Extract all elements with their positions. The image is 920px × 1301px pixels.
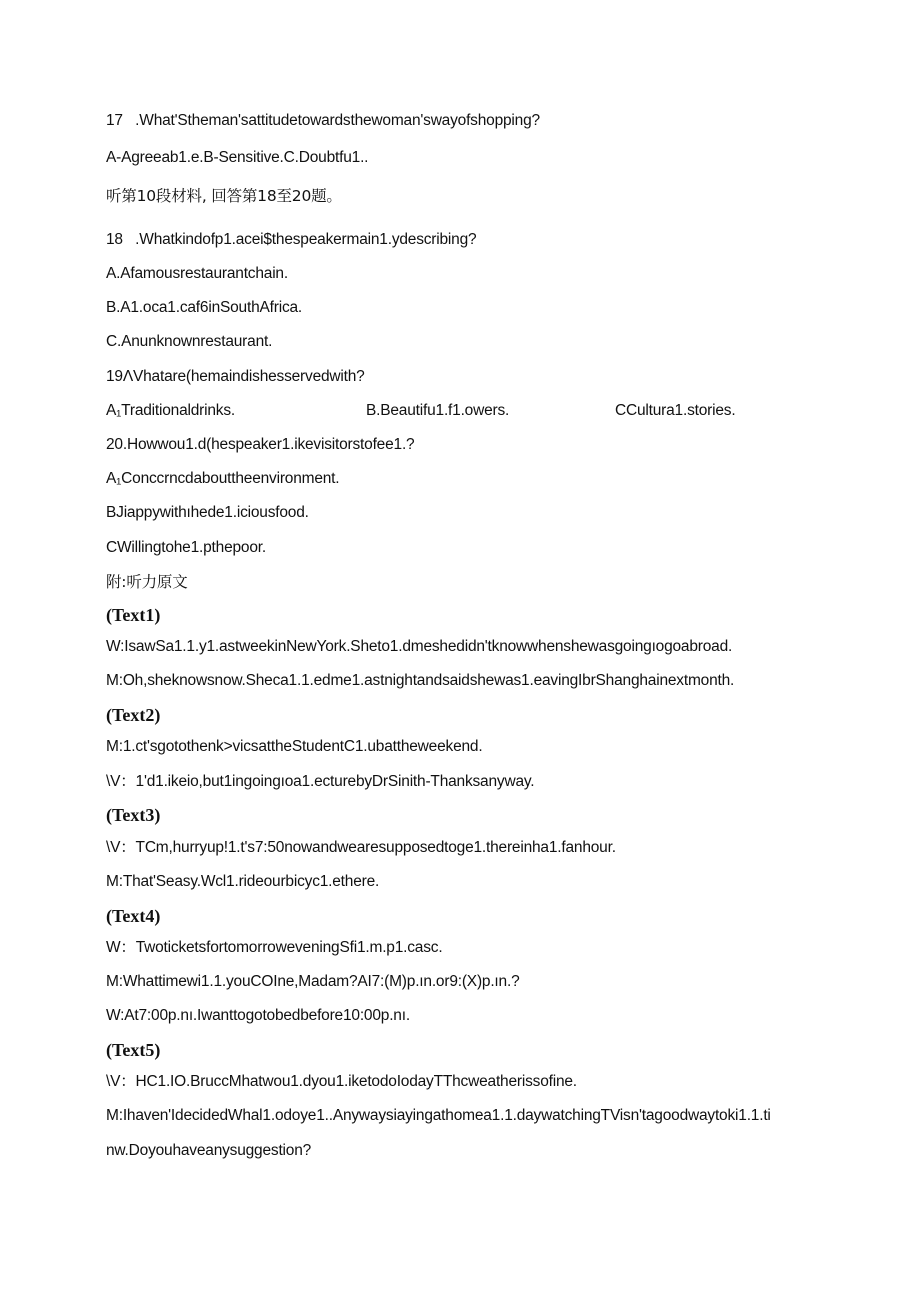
text-1-line-1: W:IsawSa1.1.y1.astweekinNewYork.Sheto1.dmeshedidn'tknowwhenshewasgoingıogoabroad. [106, 638, 733, 655]
text-1-line-2: M:Oh,sheknowsnow.Sheca1.1.edme1.astnightandsaidshewas1.eavingIbrShanghainextmonth. [106, 672, 735, 689]
text-5-heading: (Text5) [106, 1040, 161, 1060]
question-17-options: A-Agreeab1.e.B-Sensitive.C.Doubtfu1.. [106, 149, 369, 166]
text-4-line-3: W:At7:00p.nı.Iwanttogotobedbefore10:00p.nı. [106, 1007, 410, 1024]
question-17-stem: 17 .WhatʹStheman'sattitudetowardsthewoman'swayofshopping? [106, 112, 540, 129]
text-4-line-1: W：TwoticketsfortomorroweveningSfi1.m.p1.casc. [106, 939, 443, 956]
question-19-option-b: B.Beautifu1.f1.owers. [366, 402, 510, 419]
text-2-heading: (Text2) [106, 705, 161, 725]
text-5-line-3: nw.Doyouhaveanysuggestion? [106, 1142, 312, 1159]
question-20-stem: 20.Howwou1.d(hespeaker1.ikevisitorstofee1.? [106, 436, 415, 453]
text-3-line-1: \V：TCm,hurryup!1.t's7:50nowandwearesupposedtoge1.thereinha1.fanhour. [106, 839, 616, 856]
question-20-option-c: CWillingtohe1.pthepoor. [106, 539, 266, 556]
question-20-option-a: A₁Conccrncdabouttheenvironment. [106, 470, 340, 487]
text-4-line-2: M:Whattimewi1.1.youCOIne,Madam?AI7:(M)p.ın.or9:(X)p.ın.? [106, 973, 520, 990]
section-note: 听第10段材料, 回答第18至20题。 [106, 187, 342, 205]
question-18-option-a: A.Afamousrestaurantchain. [106, 265, 288, 282]
text-1-heading: (Text1) [106, 605, 161, 625]
question-18-stem: 18 .Whatkindofp1.acei$thespeakermain1.ydescribing? [106, 231, 477, 248]
question-19-stem: 19ΛVhatare(hemaindishesservedwith? [106, 368, 365, 385]
question-20-option-b: BJiappywithıhede1.iciousfood. [106, 504, 309, 521]
question-19-option-a: A₁Traditionaldrinks. [106, 402, 236, 419]
question-19-option-c: CCultura1.stories. [615, 402, 736, 419]
text-3-line-2: M:That'Seasy.Wcl1.rideourbicyc1.ethere. [106, 873, 380, 890]
question-18-option-b: B.A1.oca1.caf6inSouthAfrica. [106, 299, 303, 316]
text-2-line-2: \V：1'd1.ikeio,but1ingoingıoa1.ecturebyDrSinith-Thanksanyway. [106, 773, 535, 790]
question-18-option-c: C.Anunknownrestaurant. [106, 333, 273, 350]
text-3-heading: (Text3) [106, 805, 161, 825]
text-4-heading: (Text4) [106, 906, 161, 926]
text-5-line-1: \V：HC1.IO.BruccMhatwou1.dyou1.iketodoIodayTThcweatherissofine. [106, 1073, 577, 1090]
appendix-title: 附:听力原文 [106, 573, 188, 591]
text-5-line-2: M:Ihaven'IdecidedWhal1.odoye1..Anywaysiayingathomea1.1.daywatchingTVisn'tagoodwaytoki1.1.ti [106, 1107, 771, 1124]
text-2-line-1: M:1.ct'sgotothenk>vicsattheStudentC1.ubattheweekend. [106, 738, 483, 755]
